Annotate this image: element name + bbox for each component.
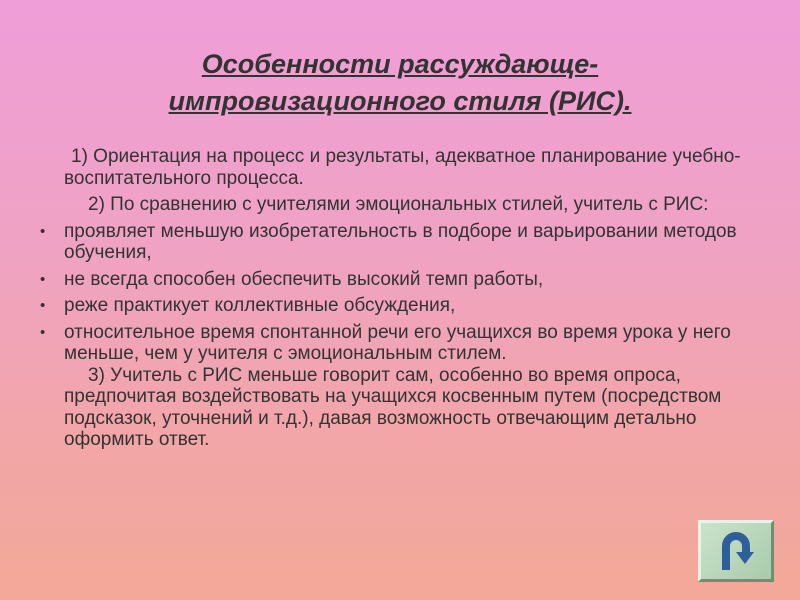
- bullet-item: [40, 295, 760, 317]
- conclusion-paragraph: 3) Учитель с РИС меньше говорит сам, особенно во время опроса, предпочитая воздействовать на учащихся косвенным путем (посредством подсказок, уточнений и т.д.), давая возможность отвечающим детально оформить ответ.: [64, 364, 722, 450]
- slide-title: Особенности рассуждающе-импровизационного стиля (РИС).: [168, 49, 632, 116]
- return-arrow-icon: [718, 532, 754, 570]
- bullet-item: [40, 322, 760, 365]
- bullet-marker: •: [40, 222, 46, 240]
- bullet-text: проявляет меньшую изобретательность в подборе и варьировании методов обучения,: [64, 220, 737, 263]
- bullet-item: [40, 221, 760, 264]
- bullet-marker: •: [40, 323, 46, 341]
- bullet-text: реже практикует коллективные обсуждения,: [64, 295, 456, 316]
- bullet-list: [40, 221, 760, 365]
- return-button[interactable]: [698, 520, 774, 582]
- bullet-marker: •: [40, 297, 46, 314]
- bullet-item: [40, 269, 760, 291]
- intro-paragraph-2: 2) По сравнению с учителями эмоциональных стилей, учитель с РИС:: [88, 194, 709, 215]
- bullet-text: не всегда способен обеспечить высокий темп работы,: [64, 268, 544, 290]
- bullet-text: относительное время спонтанной речи его учащихся во время урока у него меньше, чем у учителя с эмоциональным стилем.: [64, 321, 731, 364]
- slide-content: [40, 146, 760, 451]
- intro-paragraph-1: 1) Ориентация на процесс и результаты, адекватное планирование учебно-воспитательного процесса.: [64, 146, 741, 189]
- bullet-marker: •: [40, 270, 46, 288]
